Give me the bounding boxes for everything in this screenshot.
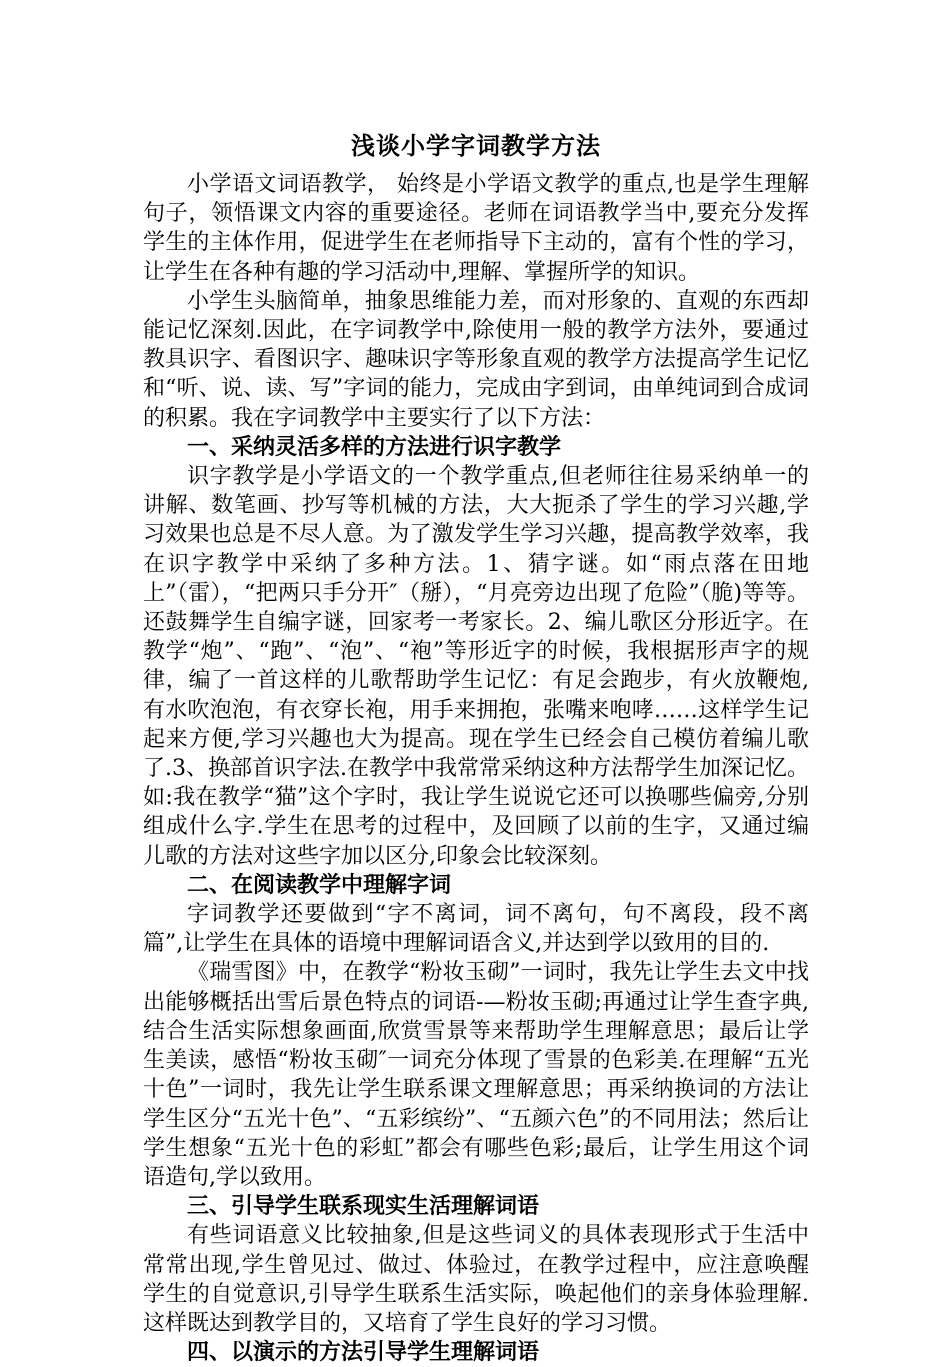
section-3-heading: 三、引导学生联系现实生活理解词语 xyxy=(187,1193,540,1220)
section-2-paragraph-2: 《瑞雪图》中，在教学“粉妆玉砌”一词时，我先让学生去文中找出能够概括出雪后景色特点的词语-—粉妆玉砌;再通过让学生查字典,结合生活实际想象画面,欣赏雪景等来帮助学生理解意思；最后让学生美读，感悟“粉妆玉砌″一词充分体现了雪景的色彩美.在理解“五光十色”一词时，我先让学生联系课文理解意思；再采纳换词的方法让学生区分“五光十色”、“五彩缤纷”、“五颜六色”的不同用法；然后让学生想象“五光十色的彩虹”都会有哪些色彩;最后，让学生用这个词语造句,学以致用。 xyxy=(143,960,809,1190)
section-4-heading: 四、以演示的方法引导学生理解词语 xyxy=(187,1339,540,1366)
intro-paragraph-2: 小学生头脑简单，抽象思维能力差，而对形象的、直观的东西却能记忆深刻.因此，在字词教学中,除使用一般的教学方法外，要通过教具识字、看图识字、趣味识字等形象直观的教学方法提高学生记忆和“听、说、读、写”字词的能力，完成由字到词，由单纯词到合成词的积累。我在字词教学中主要实行了以下方法： xyxy=(143,288,809,431)
document-page xyxy=(143,126,809,1367)
section-1-paragraph: 识字教学是小学语文的一个教学重点,但老师往往易采纳单一的讲解、数笔画、抄写等机械的方法，大大扼杀了学生的学习兴趣,学习效果也总是不尽人意。为了激发学生学习兴趣，提高教学效率，我在识字教学中采纳了多种方法。1、猜字谜。如“雨点落在田地上”（雷），“把两只手分开″（掰），“月亮旁边出现了危险”（脆)等等。还鼓舞学生自编字谜，回家考一考家长。2、编儿歌区分形近字。在教学“炮”、“跑”、“泡”、“袍”等形近字的时候，我根据形声字的规律，编了一首这样的儿歌帮助学生记忆：有足会跑步，有火放鞭炮,有水吹泡泡，有衣穿长袍，用手来拥抱，张嘴来咆哮……这样学生记起来方便,学习兴趣也大为提高。现在学生已经会自己模仿着编儿歌了.3、换部首识字法.在教学中我常常采纳这种方法帮学生加深记忆。如:我在教学“猫”这个字时，我让学生说说它还可以换哪些偏旁,分别组成什么字.学生在思考的过程中，及回顾了以前的生字，又通过编儿歌的方法对这些字加以区分,印象会比较深刻。 xyxy=(143,464,809,869)
intro-paragraph-1: 小学语文词语教学， 始终是小学语文教学的重点,也是学生理解句子，领悟课文内容的重要途径。老师在词语教学当中,要充分发挥学生的主体作用，促进学生在老师指导下主动的，富有个性的学习，让学生在各种有趣的学习活动中,理解、掌握所学的知识。 xyxy=(143,172,809,285)
section-2-paragraph-1: 字词教学还要做到“字不离词，词不离句，句不离段，段不离篇”,让学生在具体的语境中理解词语含义,并达到学以致用的目的. xyxy=(143,902,809,957)
section-3-paragraph: 有些词语意义比较抽象,但是这些词义的具体表现形式于生活中常常出现,学生曾见过、做过、体验过，在教学过程中，应注意唤醒学生的自觉意识,引导学生联系生活实际，唤起他们的亲身体验理解.这样既达到教学目的，又培育了学生良好的学习习惯。 xyxy=(143,1223,809,1336)
document-title: 浅谈小学字词教学方法 xyxy=(351,131,601,160)
section-1-heading: 一、采纳灵活多样的方法进行识字教学 xyxy=(187,433,562,460)
section-2-heading: 二、在阅读教学中理解字词 xyxy=(187,871,452,898)
